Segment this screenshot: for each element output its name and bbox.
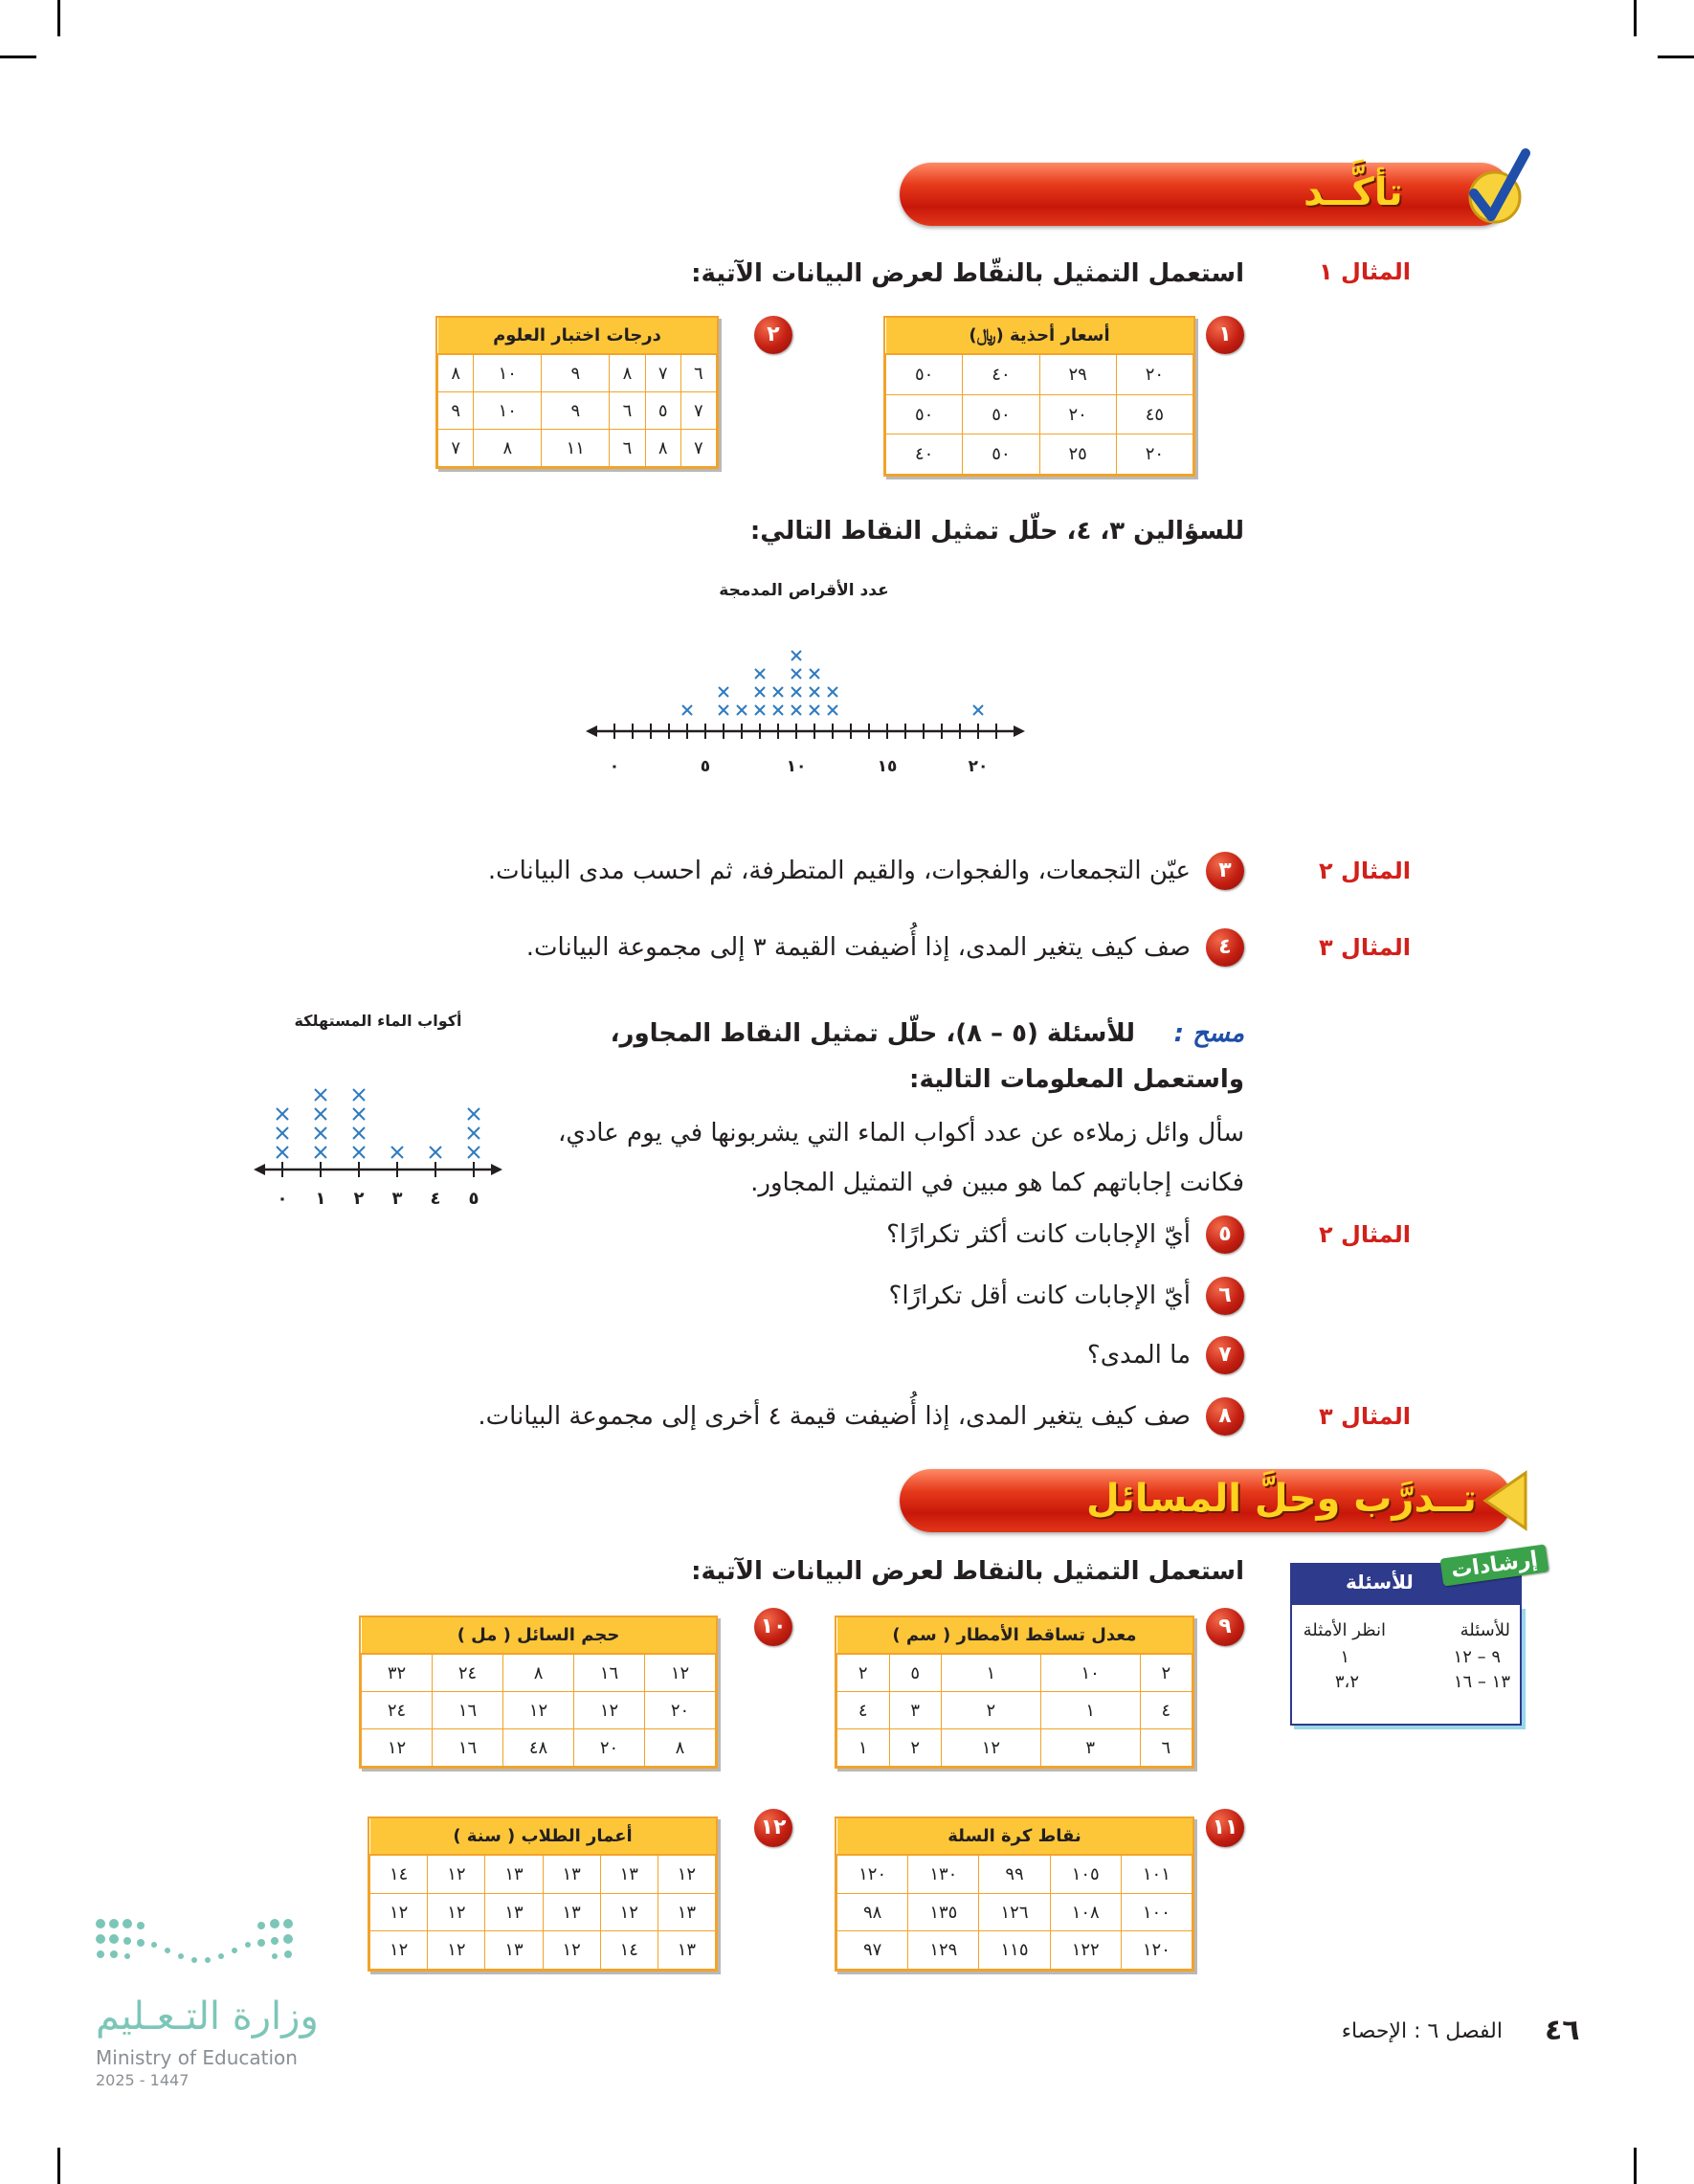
data-point-mark xyxy=(719,705,728,715)
table-cell: ٤٨ xyxy=(503,1729,574,1767)
table-cell: ١٢٠ xyxy=(1121,1931,1192,1970)
arrow-icon xyxy=(1482,1469,1529,1532)
table-row xyxy=(837,1729,1192,1767)
table-cell: ٥٠ xyxy=(886,394,963,435)
table-cell: ١٢ xyxy=(428,1931,485,1970)
table-cell: ٧ xyxy=(645,354,680,392)
data-point-mark xyxy=(810,687,819,697)
question-number: ٨ xyxy=(1206,1397,1244,1436)
table-cell: ١٦ xyxy=(574,1654,645,1692)
table-cell: ١٢ xyxy=(600,1893,658,1931)
table-cell: ١٢ xyxy=(503,1692,574,1729)
data-point-mark xyxy=(468,1127,479,1139)
table-cell: ٤٥ xyxy=(1116,394,1192,435)
table-row xyxy=(438,430,717,467)
data-point-mark xyxy=(430,1147,441,1158)
table-cell: ٦ xyxy=(610,392,645,430)
chart-title: عدد الأقراص المدمجة xyxy=(719,581,889,600)
table-cell: ١ xyxy=(1040,1692,1140,1729)
student-ages-table xyxy=(368,1816,718,1972)
tick-label: ١ xyxy=(315,1189,326,1209)
check-section-title: تأكَّــد xyxy=(1304,170,1403,214)
checkmark-icon xyxy=(1464,144,1531,230)
basketball-points-table xyxy=(835,1816,1194,1972)
crop-mark xyxy=(1634,0,1637,36)
axis-arrow xyxy=(586,725,597,737)
table-cell: ١٢ xyxy=(941,1729,1040,1767)
question-number: ٩ xyxy=(1206,1608,1244,1646)
table-cell: ١٤ xyxy=(370,1855,428,1893)
data-point-mark xyxy=(468,1108,479,1120)
table-cell: ١٦ xyxy=(433,1729,503,1767)
table-cell: ١٣٠ xyxy=(908,1855,979,1893)
data-point-mark xyxy=(791,669,801,679)
table-cell: ١٣ xyxy=(485,1893,543,1931)
data-point-mark xyxy=(828,705,837,715)
tips-header-text: للأسئلة xyxy=(1346,1571,1414,1593)
table-row xyxy=(438,354,717,392)
table-cell: ٨ xyxy=(474,430,542,467)
tips-body xyxy=(1290,1605,1522,1726)
table-cell: ١٢ xyxy=(370,1931,428,1970)
data-point-mark xyxy=(791,651,801,660)
table-row xyxy=(886,394,1193,435)
data-point-mark xyxy=(773,705,783,715)
table-row xyxy=(886,354,1193,394)
table-cell: ٩ xyxy=(542,354,610,392)
rainfall-table xyxy=(835,1616,1194,1769)
question-text: صف كيف يتغير المدى، إذا أُضيفت القيمة ٣ إلى مجموعة البيانات. xyxy=(525,933,1191,962)
table-row xyxy=(886,435,1193,475)
example-label: المثال ٢ xyxy=(1319,858,1411,884)
data-point-mark xyxy=(737,705,747,715)
question-number: ٣ xyxy=(1206,852,1244,890)
table-cell: ١٠١ xyxy=(1121,1855,1192,1893)
table-cell: ١٣ xyxy=(485,1931,543,1970)
survey-line: فكانت إجاباتهم كما هو مبين في التمثيل المجاور. xyxy=(750,1169,1244,1197)
survey-line: للأسئلة (٥ – ٨)، حلّل تمثيل النقاط المجاور، xyxy=(610,1019,1135,1048)
table-cell: ٣٢ xyxy=(362,1654,433,1692)
table-cell: ١٤ xyxy=(600,1931,658,1970)
survey-line: سأل وائل زملاءه عن عدد أكواب الماء التي يشربونها في يوم عادي، xyxy=(557,1119,1244,1148)
table-cell: ١٦ xyxy=(433,1692,503,1729)
question-number: ١٠ xyxy=(754,1608,792,1646)
data-point-mark xyxy=(391,1147,403,1158)
tick-label: ٠ xyxy=(609,757,620,776)
table-cell: ١٢ xyxy=(658,1855,715,1893)
table-cell: ١٢ xyxy=(370,1893,428,1931)
table-cell: ٢ xyxy=(1140,1654,1192,1692)
table-cell: ٢٠ xyxy=(1039,394,1116,435)
water-dot-plot xyxy=(244,1003,522,1223)
table-cell: ٦ xyxy=(680,354,716,392)
data-point-mark xyxy=(315,1089,326,1101)
axis-arrow xyxy=(1014,725,1025,737)
table-cell: ٦ xyxy=(610,430,645,467)
table-cell: ١٢ xyxy=(362,1729,433,1767)
edition-year: 2025 - 1447 xyxy=(96,2071,189,2089)
chapter-label: الفصل ٦ : الإحصاء xyxy=(1341,2019,1503,2043)
table-cell: ١٢٢ xyxy=(1050,1931,1121,1970)
table-cell: ١٢ xyxy=(428,1855,485,1893)
question-number: ٧ xyxy=(1206,1336,1244,1374)
data-point-mark xyxy=(810,669,819,679)
table-cell: ١٢ xyxy=(645,1654,716,1692)
data-point-mark xyxy=(315,1127,326,1139)
table-row xyxy=(370,1855,716,1893)
check-section-banner xyxy=(900,163,1512,226)
table-cell: ٢٤ xyxy=(433,1654,503,1692)
table-cell: ١٣ xyxy=(543,1855,600,1893)
tips-cell: ١٣ – ١٦ xyxy=(1453,1672,1510,1692)
tips-cell: ٩ – ١٢ xyxy=(1453,1647,1501,1667)
table-cell: ٢٠ xyxy=(645,1692,716,1729)
table-cell: ١٠ xyxy=(1040,1654,1140,1692)
liquid-volume-table xyxy=(359,1616,718,1769)
table-cell: ٤ xyxy=(837,1692,890,1729)
tips-cell: ١ xyxy=(1340,1647,1349,1667)
table-row xyxy=(837,1855,1192,1893)
question-number: ١١ xyxy=(1206,1809,1244,1847)
table-cell: ١٣ xyxy=(600,1855,658,1893)
table-cell: ٢٠ xyxy=(1116,354,1192,394)
table-cell: ١٠ xyxy=(474,392,542,430)
data-point-mark xyxy=(468,1147,479,1158)
table-cell: ١٠٥ xyxy=(1050,1855,1121,1893)
survey-label: مسح : xyxy=(1173,1019,1244,1048)
data-point-mark xyxy=(719,687,728,697)
tick-label: ٢ xyxy=(353,1189,365,1209)
crop-mark xyxy=(0,56,36,58)
tick-label: ٤ xyxy=(430,1189,441,1209)
table-cell: ١١٥ xyxy=(979,1931,1050,1970)
tick-label: ١٠ xyxy=(786,757,807,776)
data-point-mark xyxy=(315,1147,326,1158)
tick-label: ٢٠ xyxy=(968,757,989,776)
data-point-mark xyxy=(755,687,765,697)
chart-title: أكواب الماء المستهلكة xyxy=(294,1012,462,1030)
data-point-mark xyxy=(353,1089,365,1101)
table-cell: ١ xyxy=(837,1729,890,1767)
data-point-mark xyxy=(810,705,819,715)
question-number: ١٢ xyxy=(754,1809,792,1847)
table-cell: ٨ xyxy=(645,430,680,467)
table-cell: ١٣ xyxy=(485,1855,543,1893)
data-point-mark xyxy=(791,705,801,715)
table-cell: ٢٥ xyxy=(1039,435,1116,475)
data-point-mark xyxy=(755,669,765,679)
data-point-mark xyxy=(828,687,837,697)
example-label: المثال ٣ xyxy=(1319,1403,1411,1430)
question-text: أيّ الإجابات كانت أكثر تكرارًا؟ xyxy=(886,1220,1191,1249)
table-cell: ٢٠ xyxy=(574,1729,645,1767)
question-number: ٦ xyxy=(1206,1277,1244,1315)
data-point-mark xyxy=(315,1108,326,1120)
table-row xyxy=(362,1654,716,1692)
ministry-logo-icon xyxy=(91,1914,306,1991)
example-label: المثال ٢ xyxy=(1319,1221,1411,1248)
table-cell: ٢٤ xyxy=(362,1692,433,1729)
table-cell: ٤٠ xyxy=(963,354,1039,394)
table-cell: ١٢٠ xyxy=(837,1855,908,1893)
table-row xyxy=(362,1729,716,1767)
table-cell: ٢٠ xyxy=(1116,435,1192,475)
table-cell: ٣ xyxy=(1040,1729,1140,1767)
table-cell: ٧ xyxy=(438,430,474,467)
tick-label: ٥ xyxy=(700,757,711,776)
table-cell: ١٠٠ xyxy=(1121,1893,1192,1931)
science-grades-table xyxy=(435,316,719,469)
shoe-prices-table xyxy=(883,316,1195,477)
data-point-mark xyxy=(277,1108,288,1120)
table-cell: ١٠ xyxy=(474,354,542,392)
table-cell: ٢٩ xyxy=(1039,354,1116,394)
table-title: نقاط كرة السلة xyxy=(837,1818,1192,1855)
cd-dot-plot xyxy=(574,565,1034,794)
tips-col-header: للأسئلة xyxy=(1460,1620,1510,1640)
question-number: ١ xyxy=(1206,316,1244,354)
crop-mark xyxy=(1634,2148,1637,2184)
tick-label: ٠ xyxy=(277,1189,288,1209)
table-cell: ٩٧ xyxy=(837,1931,908,1970)
table-cell: ٧ xyxy=(680,392,716,430)
table-row xyxy=(837,1931,1192,1970)
table-row xyxy=(837,1654,1192,1692)
table-cell: ٩٨ xyxy=(837,1893,908,1931)
data-point-mark xyxy=(353,1147,365,1158)
tick-label: ٥ xyxy=(468,1189,479,1209)
question-number: ٢ xyxy=(754,316,792,354)
table-cell: ١٢ xyxy=(428,1893,485,1931)
table-cell: ٩٩ xyxy=(979,1855,1050,1893)
table-cell: ٤ xyxy=(1140,1692,1192,1729)
example-label: المثال ١ xyxy=(1319,258,1411,285)
table-cell: ٢ xyxy=(889,1729,941,1767)
question-number: ٥ xyxy=(1206,1215,1244,1254)
question-number: ٤ xyxy=(1206,928,1244,967)
ministry-name-en: Ministry of Education xyxy=(96,2046,298,2069)
question-text: أيّ الإجابات كانت أقل تكرارًا؟ xyxy=(888,1281,1191,1310)
data-point-mark xyxy=(277,1127,288,1139)
table-title: أسعار أحذية (﷼) xyxy=(886,318,1193,354)
table-cell: ٨ xyxy=(438,354,474,392)
instruction-text: استعمل التمثيل بالنقاط لعرض البيانات الآتية: xyxy=(691,1557,1244,1586)
table-row xyxy=(837,1893,1192,1931)
tips-box xyxy=(1290,1547,1540,1726)
table-title: درجات اختبار العلوم xyxy=(438,318,717,354)
table-cell: ٣ xyxy=(889,1692,941,1729)
table-cell: ٧ xyxy=(680,430,716,467)
table-cell: ٥ xyxy=(645,392,680,430)
question-text: ما المدى؟ xyxy=(1086,1341,1191,1370)
data-point-mark xyxy=(353,1108,365,1120)
tips-tag: إرشادات xyxy=(1440,1544,1549,1586)
analyze-intro-text: للسؤالين ٣، ٤، حلّل تمثيل النقاط التالي: xyxy=(749,517,1244,546)
table-row xyxy=(370,1893,716,1931)
question-text: صف كيف يتغير المدى، إذا أُضيفت قيمة ٤ أخرى إلى مجموعة البيانات. xyxy=(478,1402,1191,1431)
table-cell: ١٢٩ xyxy=(908,1931,979,1970)
table-cell: ١٢٦ xyxy=(979,1893,1050,1931)
page-number: ٤٦ xyxy=(1545,2014,1580,2047)
data-point-mark xyxy=(277,1147,288,1158)
data-point-mark xyxy=(973,705,983,715)
table-cell: ٨ xyxy=(503,1654,574,1692)
data-point-mark xyxy=(353,1127,365,1139)
data-point-mark xyxy=(791,687,801,697)
table-cell: ٥٠ xyxy=(886,354,963,394)
data-point-mark xyxy=(773,687,783,697)
table-cell: ٨ xyxy=(645,1729,716,1767)
table-cell: ١ xyxy=(941,1654,1040,1692)
tick-label: ١٥ xyxy=(877,757,898,776)
table-title: حجم السائل ( مل ) xyxy=(362,1617,716,1654)
data-point-mark xyxy=(755,705,765,715)
table-cell: ٥ xyxy=(889,1654,941,1692)
table-cell: ٨ xyxy=(610,354,645,392)
table-cell: ١٠٨ xyxy=(1050,1893,1121,1931)
table-row xyxy=(438,392,717,430)
table-cell: ١٣ xyxy=(658,1893,715,1931)
table-cell: ٦ xyxy=(1140,1729,1192,1767)
table-row xyxy=(362,1692,716,1729)
ministry-name-ar: وزارة التـعـليم xyxy=(96,1995,319,2039)
axis-arrow xyxy=(254,1164,265,1175)
data-point-mark xyxy=(682,705,692,715)
crop-mark xyxy=(57,0,60,36)
table-cell: ١٣٥ xyxy=(908,1893,979,1931)
survey-line: واستعمل المعلومات التالية: xyxy=(909,1065,1244,1094)
table-cell: ١٣ xyxy=(658,1931,715,1970)
tips-cell: ٣،٢ xyxy=(1334,1672,1359,1692)
table-cell: ١١ xyxy=(542,430,610,467)
axis-arrow xyxy=(491,1164,502,1175)
table-title: معدل تساقط الأمطار ( سم ) xyxy=(837,1617,1192,1654)
table-cell: ١٢ xyxy=(543,1931,600,1970)
table-cell: ٩ xyxy=(438,392,474,430)
crop-mark xyxy=(57,2148,60,2184)
tick-label: ٣ xyxy=(391,1189,403,1209)
table-cell: ٢ xyxy=(837,1654,890,1692)
question-text: عيّن التجمعات، والفجوات، والقيم المتطرفة، ثم احسب مدى البيانات. xyxy=(487,857,1191,885)
table-row xyxy=(837,1692,1192,1729)
table-title: أعمار الطلاب ( سنة ) xyxy=(370,1818,716,1855)
table-row xyxy=(370,1931,716,1970)
table-cell: ٥٠ xyxy=(963,394,1039,435)
table-cell: ١٣ xyxy=(543,1893,600,1931)
instruction-text: استعمل التمثيل بالنقّاط لعرض البيانات الآتية: xyxy=(691,259,1244,288)
crop-mark xyxy=(1658,56,1694,58)
table-cell: ٢ xyxy=(941,1692,1040,1729)
table-cell: ٥٠ xyxy=(963,435,1039,475)
table-cell: ٩ xyxy=(542,392,610,430)
example-label: المثال ٣ xyxy=(1319,934,1411,961)
tips-col-header: انظر الأمثلة xyxy=(1303,1620,1386,1640)
practice-section-title: تــدرَّب وحلَّ المسائل xyxy=(1086,1477,1477,1521)
table-cell: ٤٠ xyxy=(886,435,963,475)
table-cell: ١٢ xyxy=(574,1692,645,1729)
